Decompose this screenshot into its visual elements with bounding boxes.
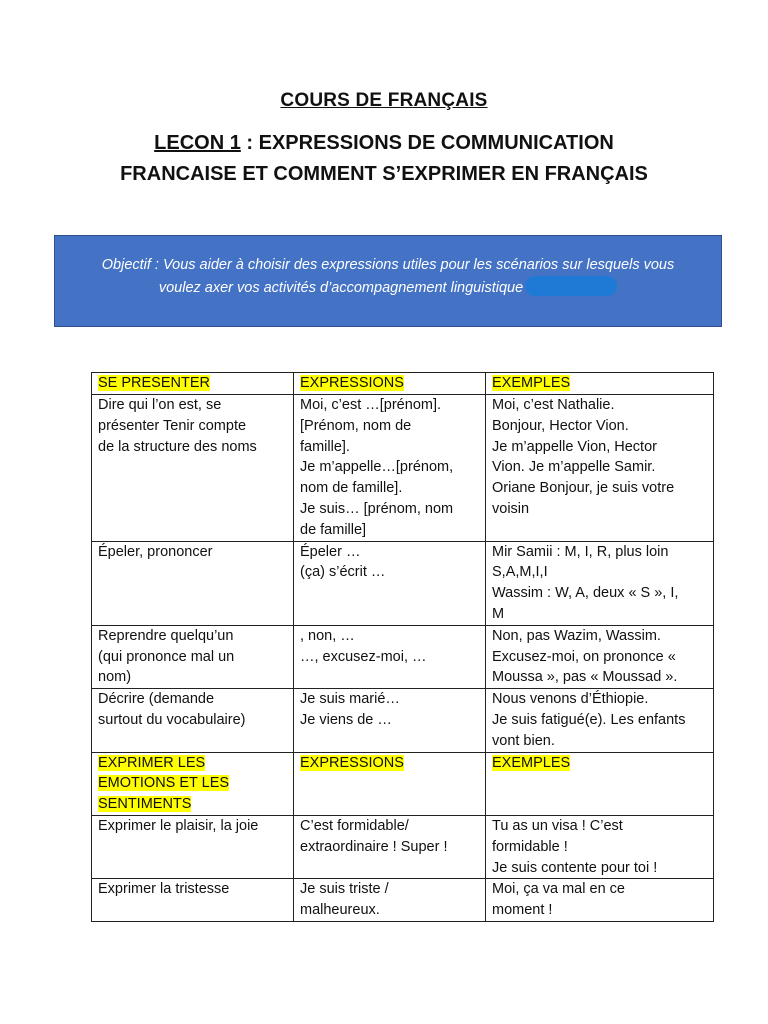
situation-cell — [92, 373, 294, 395]
cell-text-line: moment ! — [492, 902, 553, 919]
cell-text-line: Épeler … — [300, 543, 361, 560]
cell-text-line: Je suis marié… — [300, 691, 400, 708]
cell-text-line: Je viens de … — [300, 711, 392, 728]
lesson-heading-line-1 — [0, 128, 768, 159]
expressions-table — [91, 372, 714, 922]
expressions-table-body — [92, 373, 714, 922]
cell-text-line: vont bien. — [492, 732, 555, 749]
cell-text-line: nom) — [98, 669, 132, 686]
examples-cell — [486, 395, 714, 542]
cell-text-line: Exprimer le plaisir, la joie — [98, 817, 259, 834]
table-row — [92, 815, 714, 878]
objective-line-2 — [55, 276, 721, 299]
examples-cell — [486, 373, 714, 395]
cell-text-line: extraordinaire ! Super ! — [300, 838, 448, 855]
cell-text-line: Excusez-moi, on prononce « — [492, 648, 676, 665]
cell-text-line: Moussa », pas « Moussad ». — [492, 669, 678, 686]
cell-text-line: Je m’appelle…[prénom, — [300, 459, 454, 476]
examples-cell — [486, 879, 714, 922]
cell-text-line — [300, 753, 479, 774]
highlighted-header-text: EXPRIMER LES — [98, 754, 206, 771]
cell-text-line: Je suis triste / — [300, 881, 389, 898]
expressions-cell — [294, 395, 486, 542]
examples-cell — [486, 689, 714, 752]
expressions-cell — [294, 879, 486, 922]
cell-text-line: de la structure des noms — [98, 438, 257, 455]
cell-text-line: , non, … — [300, 627, 355, 644]
cell-text-line: M — [492, 605, 505, 622]
cell-text-line — [492, 373, 707, 394]
cell-text-line: C’est formidable/ — [300, 817, 409, 834]
expressions-cell — [294, 815, 486, 878]
cell-text-line: présenter Tenir compte — [98, 417, 247, 434]
cell-text-line: Nous venons d’Éthiopie. — [492, 691, 649, 708]
lesson-label: LECON 1 — [154, 132, 241, 154]
highlighted-header-text: EXPRESSIONS — [300, 754, 404, 771]
redaction-mark — [525, 276, 617, 296]
highlighted-header-text: SE PRESENTER — [98, 375, 210, 391]
lesson-heading-line-2: FRANCAISE ET COMMENT S’EXPRIMER EN FRANÇAIS — [120, 163, 648, 185]
cell-text-line: (qui prononce mal un — [98, 648, 235, 665]
cell-text-line: de famille] — [300, 521, 367, 538]
cell-text-line: [Prénom, nom de — [300, 417, 412, 434]
cell-text-line — [98, 753, 287, 774]
cell-text-line: …, excusez-moi, … — [300, 648, 427, 665]
cell-text-line: Bonjour, Hector Vion. — [492, 417, 629, 434]
examples-cell — [486, 752, 714, 815]
situation-cell — [92, 395, 294, 542]
objective-line-2-text: voulez axer vos activités d’accompagnement linguistique — [158, 280, 524, 296]
situation-cell — [92, 625, 294, 688]
table-row — [92, 541, 714, 625]
cell-text-line — [300, 373, 479, 394]
cell-text-line: (ça) s’écrit … — [300, 564, 386, 581]
situation-cell — [92, 689, 294, 752]
cell-text-line: Moi, c’est …[prénom]. — [300, 397, 442, 413]
table-section-header-row — [92, 373, 714, 395]
cell-text-line: Reprendre quelqu’un — [98, 627, 234, 644]
cell-text-line: Wassim : W, A, deux « S », I, — [492, 585, 679, 602]
examples-cell — [486, 541, 714, 625]
highlighted-header-text: EXPRESSIONS — [300, 375, 404, 391]
cell-text-line: Non, pas Wazim, Wassim. — [492, 627, 661, 644]
table-row — [92, 689, 714, 752]
table-section-header-row — [92, 752, 714, 815]
cell-text-line: Oriane Bonjour, je suis votre — [492, 480, 675, 497]
highlighted-header-text: EMOTIONS ET LES — [98, 775, 230, 792]
table-row — [92, 879, 714, 922]
cell-text-line: formidable ! — [492, 838, 568, 855]
cell-text-line: Moi, c’est Nathalie. — [492, 397, 615, 413]
expressions-cell — [294, 752, 486, 815]
objective-line-1: Objectif : Vous aider à choisir des expressions utiles pour les scénarios sur lesquels vous — [101, 257, 675, 273]
cell-text-line: Vion. Je m’appelle Samir. — [492, 459, 656, 476]
table-row — [92, 625, 714, 688]
expressions-cell — [294, 689, 486, 752]
objective-box — [54, 235, 722, 327]
cell-text-line: Je m’appelle Vion, Hector — [492, 438, 657, 455]
expressions-cell — [294, 373, 486, 395]
cell-text-line: surtout du vocabulaire) — [98, 711, 246, 728]
cell-text-line: Je suis… [prénom, nom — [300, 500, 454, 517]
expressions-cell — [294, 625, 486, 688]
highlighted-header-text: EXEMPLES — [492, 754, 571, 771]
cell-text-line: Mir Samii : M, I, R, plus loin — [492, 543, 669, 560]
cell-text-line: famille]. — [300, 438, 350, 455]
cell-text-line: Moi, ça va mal en ce — [492, 881, 625, 898]
lesson-heading — [0, 128, 768, 190]
cell-text-line: nom de famille]. — [300, 480, 403, 497]
cell-text-line: Je suis contente pour toi ! — [492, 859, 658, 876]
expressions-cell — [294, 541, 486, 625]
cell-text-line — [492, 753, 707, 774]
cell-text-line — [98, 373, 287, 394]
examples-cell — [486, 815, 714, 878]
cell-text-line: S,A,M,I,I — [492, 564, 548, 581]
situation-cell — [92, 752, 294, 815]
situation-cell — [92, 879, 294, 922]
situation-cell — [92, 541, 294, 625]
cell-text-line — [98, 794, 287, 815]
course-title: COURS DE FRANÇAIS — [280, 90, 488, 111]
cell-text-line: Tu as un visa ! C’est — [492, 817, 623, 834]
cell-text-line: Décrire (demande — [98, 691, 215, 708]
cell-text-line: malheureux. — [300, 902, 380, 919]
cell-text-line: Dire qui l’on est, se — [98, 397, 222, 413]
highlighted-header-text: EXEMPLES — [492, 375, 571, 391]
highlighted-header-text: SENTIMENTS — [98, 796, 192, 813]
cell-text-line: Épeler, prononcer — [98, 543, 213, 560]
cell-text-line: Exprimer la tristesse — [98, 881, 230, 898]
cell-text-line — [98, 773, 287, 794]
situation-cell — [92, 815, 294, 878]
lesson-title-part: : EXPRESSIONS DE COMMUNICATION — [240, 132, 614, 154]
cell-text-line: Je suis fatigué(e). Les enfants — [492, 711, 686, 728]
examples-cell — [486, 625, 714, 688]
table-row — [92, 395, 714, 542]
cell-text-line: voisin — [492, 500, 530, 517]
